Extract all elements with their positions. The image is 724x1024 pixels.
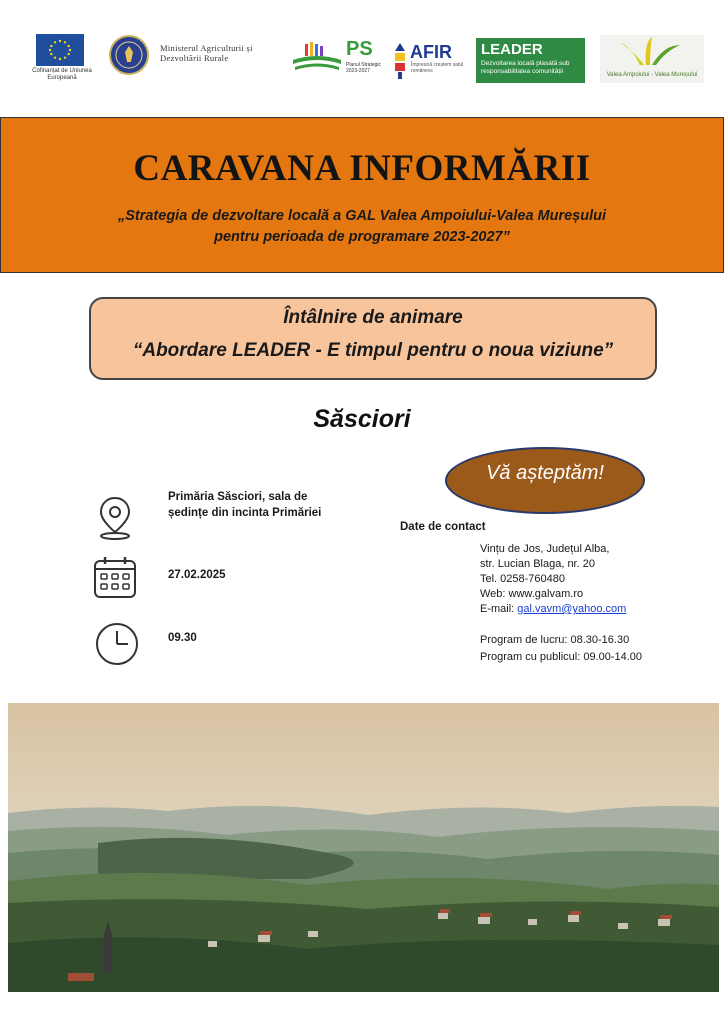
ministry-name: Ministerul Agriculturii și Dezvoltării Rurale <box>160 43 253 63</box>
contact-address-line2: str. Lucian Blaga, nr. 20 <box>480 558 595 570</box>
eu-caption: Cofinanțat de Uniunea Europeană <box>32 68 92 81</box>
afir-logo-icon <box>393 41 407 81</box>
banner-title: CARAVANA INFORMĂRII <box>133 148 591 189</box>
contact-hours <box>480 633 642 665</box>
gal-caption: Valea Ampoiului - Valea Mureșului <box>606 72 698 78</box>
location-pin-icon <box>95 494 135 547</box>
leader-subtitle: Dezvoltarea locală plasată sub responsabilitatea comunității <box>481 60 570 75</box>
contact-heading: Date de contact <box>400 521 486 533</box>
ps-logo-text: PS <box>346 38 373 60</box>
calendar-icon <box>92 554 138 605</box>
leader-title: LEADER <box>481 41 543 58</box>
event-date: 27.02.2025 <box>168 569 226 581</box>
location-line1: Primăria Săsciori, sala de <box>168 491 308 503</box>
event-time: 09.30 <box>168 632 197 644</box>
contact-web: Web: www.galvam.ro <box>480 588 584 600</box>
banner-subtitle-line2: pentru perioada de programare 2023-2027” <box>214 229 510 245</box>
banner-subtitle-line1: „Strategia de dezvoltare locală a GAL Valea Ampoiului-Valea Mureșului <box>117 208 607 224</box>
contact-hours-public: Program cu publicul: 09.00-14.00 <box>480 651 643 663</box>
contact-email-link[interactable]: gal.vavm@yahoo.com <box>517 603 627 615</box>
landscape-photo <box>8 703 719 992</box>
meeting-type: Întâlnire de animare <box>283 307 463 328</box>
ps-caption: Planul Strategic 2023-2027 <box>346 62 382 74</box>
leader-logo <box>476 38 585 83</box>
meeting-title: “Abordare LEADER - E timpul pentru o noua viziune” <box>132 340 614 361</box>
contact-phone: Tel. 0258-760480 <box>480 573 566 585</box>
contact-address <box>480 542 626 617</box>
romania-seal-icon <box>109 35 149 75</box>
banner-subtitle <box>0 206 724 248</box>
contact-email-label: E-mail: <box>480 603 518 615</box>
invite-text: Vă așteptăm! <box>486 462 604 484</box>
afir-caption: Împreună creștem satul românesc <box>411 62 464 74</box>
place-name: Săsciori <box>313 405 411 433</box>
contact-address-line1: Vințu de Jos, Județul Alba, <box>480 543 610 555</box>
afir-logo-text: AFIR <box>410 42 452 62</box>
contact-hours-work: Program de lucru: 08.30-16.30 <box>480 634 630 646</box>
clock-icon <box>94 621 140 672</box>
ps-logo-icon <box>291 40 343 78</box>
eu-flag-icon <box>36 34 84 66</box>
contact-email-row <box>480 602 626 617</box>
location-line2: ședințe din incinta Primăriei <box>168 507 322 519</box>
title-banner <box>0 117 724 273</box>
location-text <box>168 489 321 521</box>
